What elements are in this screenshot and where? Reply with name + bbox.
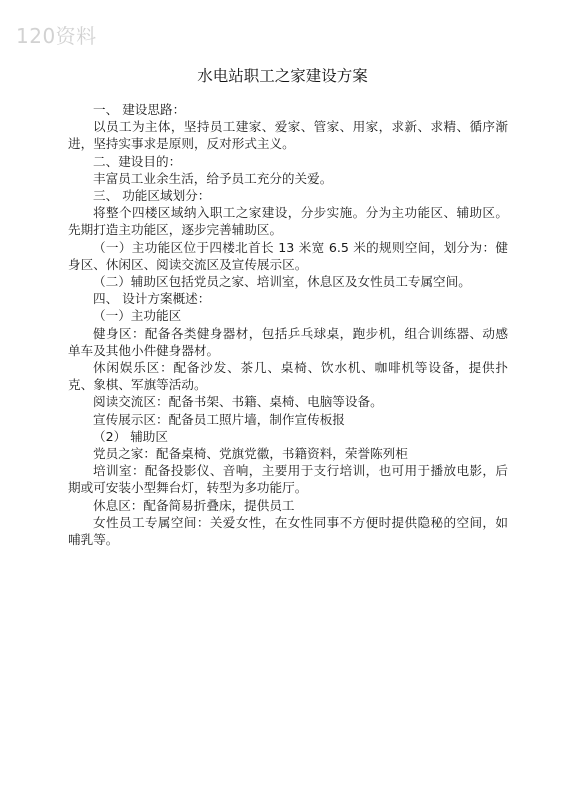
section-heading-1: 一、 建设思路： bbox=[93, 102, 186, 117]
paragraph: 党员之家：配备桌椅、党旗党徽，书籍资料，荣誉陈列柜 bbox=[93, 446, 408, 462]
paragraph: （一）主功能区位于四楼北首长 13 米宽 6.5 米的规则空间，划分为：健身区、休闲区、阅读交流区及宣传展示区。 bbox=[68, 239, 508, 272]
paragraph: 将整个四楼区域纳入职工之家建设，分步实施。分为主功能区、辅助区。先期打造主功能区，逐步完善辅助区。 bbox=[68, 205, 508, 238]
document-title: 水电站职工之家建设方案 bbox=[197, 67, 368, 85]
paragraph: 宣传展示区：配备员工照片墙，制作宣传板报 bbox=[93, 411, 345, 427]
paragraph: 健身区：配备各类健身器材，包括乒乓球桌，跑步机，组合训练器、动感单车及其他小件健身器材。 bbox=[68, 325, 508, 358]
paragraph: 培训室：配备投影仪、音响，主要用于支行培训，也可用于播放电影，后期或可安装小型舞台灯，转型为多功能厅。 bbox=[68, 463, 508, 496]
section-heading-3: 三、 功能区域划分： bbox=[93, 188, 211, 204]
paragraph: 以员工为主体，坚持员工建家、爱家、管家、用家，求新、求精、循序渐进，坚持实事求是原则，反对形式主义。 bbox=[68, 119, 508, 152]
paragraph: 休息区：配备简易折叠床，提供员工 bbox=[93, 497, 295, 513]
paragraph: 休闲娱乐区：配备沙发、茶几、桌椅、饮水机、咖啡机等设备，提供扑克、象棋、军旗等活动。 bbox=[68, 360, 508, 393]
subheading: （2） 辅助区 bbox=[93, 428, 168, 444]
paragraph: （二）辅助区包括党员之家、培训室，休息区及女性员工专属空间。 bbox=[93, 274, 471, 290]
document-body bbox=[68, 101, 508, 548]
paragraph: 阅读交流区：配备书架、书籍、桌椅、电脑等设备。 bbox=[93, 394, 383, 410]
section-heading-4: 四、 设计方案概述： bbox=[93, 291, 211, 307]
paragraph: 女性员工专属空间：关爱女性，在女性同事不方便时提供隐秘的空间，如哺乳等。 bbox=[68, 514, 508, 548]
paragraph: 丰富员工业余生活，给予员工充分的关爱。 bbox=[93, 170, 333, 186]
section-heading-2: 二、建设目的： bbox=[93, 153, 182, 169]
subheading: （一）主功能区 bbox=[93, 308, 182, 324]
watermark: 120资料 bbox=[16, 24, 97, 48]
